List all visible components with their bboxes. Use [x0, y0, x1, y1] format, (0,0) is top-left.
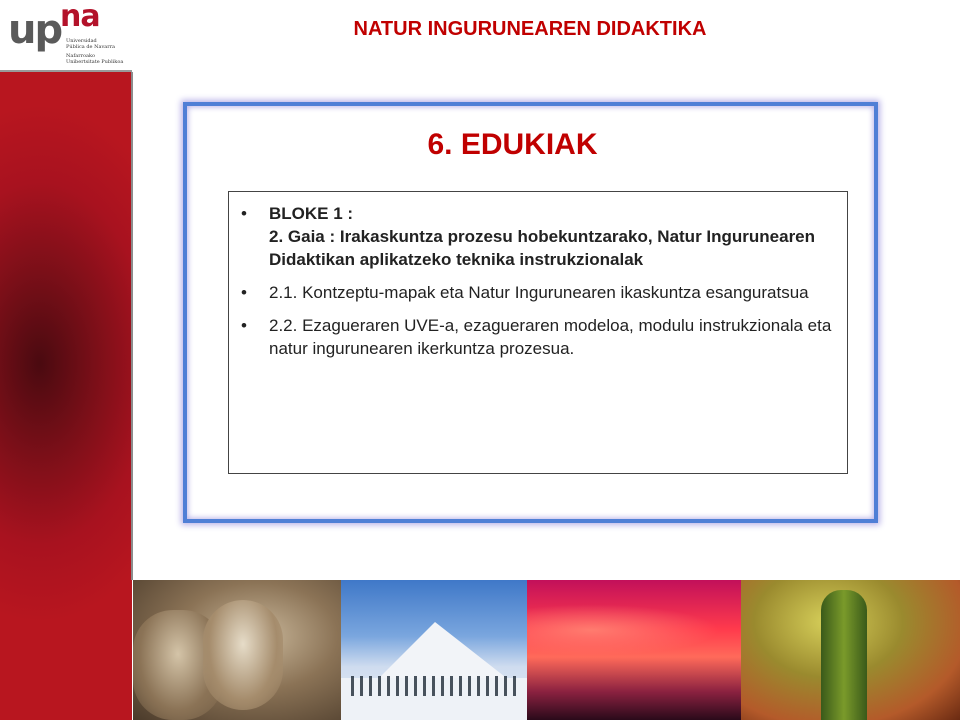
bullet-icon: • [241, 316, 247, 335]
upna-logo [0, 0, 132, 72]
bullet-item-2-2 [229, 314, 847, 360]
bullet-list [229, 202, 847, 370]
lynx-shape [203, 600, 283, 710]
tree-line [351, 676, 521, 696]
tree-trunk [821, 590, 867, 720]
red-sidebar [0, 72, 132, 720]
sidebar-divider [131, 72, 133, 580]
lynx-photo [133, 580, 341, 720]
mountain-shape [377, 622, 509, 680]
bullet-text-2-1: 2.1. Kontzeptu-mapak eta Natur Ingurunearen ikaskuntza esanguratsua [269, 283, 809, 302]
bullet-text-2-2: 2.2. Ezagueraren UVE-a, ezagueraren modeloa, modulu instrukzionala eta natur ingurunearen ikerkuntza prozesua. [269, 316, 832, 358]
logo-line-3: Nafarroako [66, 53, 95, 59]
logo-line-2: Pública de Navarra [66, 44, 116, 50]
mossy-tree-forest-photo [741, 580, 960, 720]
snowy-mountain-photo [341, 580, 527, 720]
header-title: NATUR INGURUNEAREN DIDAKTIKA [353, 18, 707, 40]
bullet-item-2-1 [229, 281, 847, 304]
gaia-heading: 2. Gaia : Irakaskuntza prozesu hobekuntzarako, Natur Ingurunearen Didaktikan aplikatzeko teknika instrukzionalak [269, 227, 816, 269]
bloke-heading: BLOKE 1 : [269, 204, 354, 223]
logo-line-1: Universidad [66, 38, 97, 44]
bullet-icon: • [241, 204, 247, 223]
photo-strip [133, 580, 960, 720]
red-sky-photo [527, 580, 741, 720]
cloud-shape [527, 600, 741, 660]
bullet-item-bloke [229, 202, 847, 271]
logo-na-text: na [60, 0, 100, 34]
logo-line-4: Unibertsitate Publikoa [66, 59, 124, 65]
bullet-icon: • [241, 283, 247, 302]
slide-title: 6. EDUKIAK [427, 128, 598, 161]
logo-up-text: up [8, 7, 62, 53]
bullet-box [228, 191, 848, 474]
